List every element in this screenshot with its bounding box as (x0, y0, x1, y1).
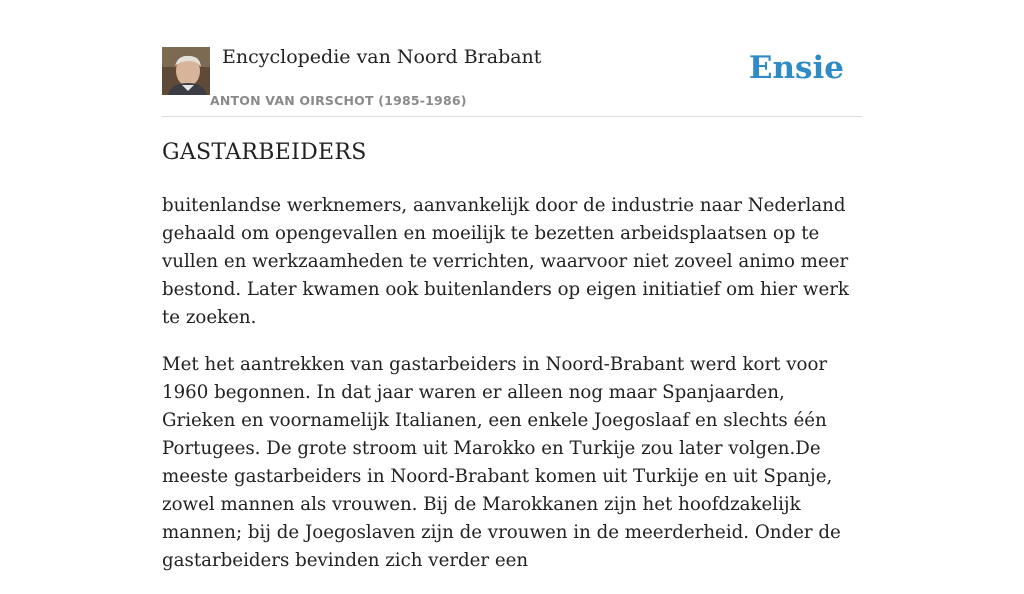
article-paragraph: Met het aantrekken van gastarbeiders in Noord-Brabant werd kort voor 1960 begonnen. In dat jaar waren er alleen nog maar Spanjaarden, Grieken en voornamelijk Italianen, een enkele Joegoslaaf en slechts één Portugees. De grote stroom uit Marokko en Turkije zou later volgen.De meeste gastarbeiders in Noord-Brabant komen uit Turkije en uit Spanje, zowel mannen als vrouwen. Bij de Marokkanen zijn het hoofdzakelijk mannen; bij de Joegoslaven zijn de vrouwen in de meerderheid. Onder de gastarbeiders bevinden zich verder een (162, 354, 841, 571)
author-avatar[interactable] (162, 47, 210, 95)
author-portrait-image (162, 47, 210, 95)
source-title[interactable]: Encyclopedie van Noord Brabant (222, 46, 542, 68)
article-body (162, 192, 862, 594)
source-header (162, 40, 862, 117)
article-title: GASTARBEIDERS (162, 140, 367, 165)
ensie-logo[interactable]: Ensie (748, 50, 844, 86)
article-paragraph: buitenlandse werknemers, aanvankelijk door de industrie naar Nederland gehaald om opengevallen en moeilijk te bezetten arbeidsplaatsen op te vullen en werkzaamheden te verrichten, waarvoor niet zoveel animo meer bestond. Later kwamen ook buitenlanders op eigen initiatief om hier werk te zoeken. (162, 195, 849, 328)
author-name[interactable]: ANTON VAN OIRSCHOT (1985-1986) (210, 93, 467, 108)
